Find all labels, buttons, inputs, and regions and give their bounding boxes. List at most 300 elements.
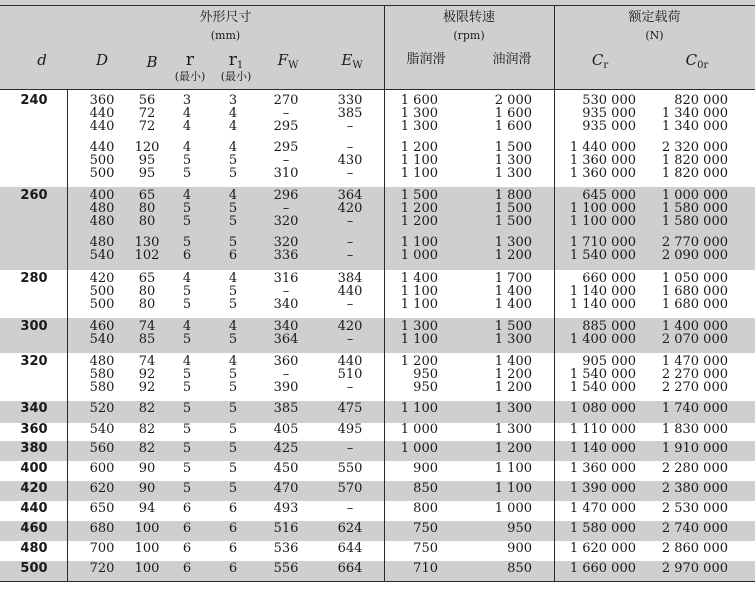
cell-cr: 935 000	[582, 106, 636, 121]
cell-r1: 5	[228, 297, 238, 312]
cell-d: 500	[89, 297, 115, 312]
cell-d: 500	[89, 166, 115, 181]
cell-r1: 5	[228, 153, 238, 168]
cell-r: 4	[182, 106, 192, 121]
cell-r1: 5	[228, 481, 238, 496]
cell-d: 360	[20, 422, 48, 437]
cell-c0r: 2 090 000	[661, 248, 728, 263]
cell-cr: 1 140 000	[569, 297, 636, 312]
header-group-load-unit: (N)	[645, 29, 664, 42]
cell-b: 95	[138, 153, 156, 168]
cell-fw: 405	[273, 422, 299, 437]
cell-r: 4	[182, 140, 192, 155]
cell-c0r: 1 910 000	[661, 441, 728, 456]
header-col-Fw-label: F	[277, 51, 289, 69]
cell-c0r: 1 000 000	[661, 188, 728, 203]
header-col-D: D	[95, 51, 109, 69]
cell-c0r: 2 280 000	[661, 461, 728, 476]
cell-fw: 320	[273, 235, 299, 250]
cell-r1: 5	[228, 401, 238, 416]
cell-oil: 2 000	[494, 93, 532, 108]
cell-cr: 660 000	[582, 271, 636, 286]
cell-c0r: 1 470 000	[661, 354, 728, 369]
cell-fw: –	[282, 153, 290, 168]
cell-fw: 493	[273, 501, 299, 516]
cell-r1: 4	[228, 319, 238, 334]
col-divider-dims	[384, 5, 385, 581]
cell-d: 540	[89, 422, 115, 437]
cell-b: 85	[138, 332, 156, 347]
cell-b: 74	[138, 319, 156, 334]
cell-cr: 1 540 000	[569, 248, 636, 263]
cell-c0r: 2 270 000	[661, 380, 728, 395]
cell-c0r: 1 680 000	[661, 284, 728, 299]
cell-fw: 295	[273, 119, 299, 134]
cell-r1: 6	[228, 501, 238, 516]
cell-c0r: 1 740 000	[661, 401, 728, 416]
cell-r1: 6	[228, 521, 238, 536]
cell-oil: 1 500	[494, 140, 532, 155]
cell-fw: –	[282, 367, 290, 382]
cell-oil: 1 300	[494, 235, 532, 250]
cell-cr: 645 000	[582, 188, 636, 203]
cell-ew: –	[346, 214, 354, 229]
header-col-C0r	[672, 53, 722, 73]
cell-grease: 1 500	[400, 188, 438, 203]
cell-b: 82	[138, 422, 156, 437]
cell-ew: 644	[337, 541, 363, 556]
cell-c0r: 1 580 000	[661, 214, 728, 229]
cell-b: 80	[138, 297, 156, 312]
cell-grease: 1 100	[400, 401, 438, 416]
header-rule	[0, 89, 755, 90]
cell-r1: 6	[228, 248, 238, 263]
cell-fw: –	[282, 106, 290, 121]
cell-b: 102	[134, 248, 160, 263]
cell-ew: –	[346, 235, 354, 250]
cell-d: 540	[89, 332, 115, 347]
cell-grease: 1 000	[400, 248, 438, 263]
cell-r: 5	[182, 297, 192, 312]
cell-cr: 1 540 000	[569, 380, 636, 395]
cell-grease: 950	[413, 380, 438, 395]
cell-ew: –	[346, 140, 354, 155]
cell-ew: –	[346, 297, 354, 312]
cell-cr: 1 400 000	[569, 332, 636, 347]
cell-d: 400	[89, 188, 115, 203]
cell-r1: 4	[228, 119, 238, 134]
cell-c0r: 2 530 000	[661, 501, 728, 516]
cell-ew: 570	[337, 481, 363, 496]
cell-r: 6	[182, 501, 192, 516]
cell-ew: –	[346, 248, 354, 263]
cell-b: 95	[138, 166, 156, 181]
cell-cr: 1 080 000	[569, 401, 636, 416]
header-col-C0r-label: C	[685, 51, 698, 69]
cell-fw: 390	[273, 380, 299, 395]
cell-c0r: 2 070 000	[661, 332, 728, 347]
cell-d: 260	[20, 188, 48, 203]
cell-b: 82	[138, 441, 156, 456]
cell-ew: 440	[337, 284, 363, 299]
cell-ew: 364	[337, 188, 363, 203]
cell-r: 6	[182, 248, 192, 263]
header-col-oil: 油润滑	[492, 52, 532, 67]
cell-oil: 1 500	[494, 201, 532, 216]
header-col-r1-label: r	[228, 50, 237, 70]
cell-r1: 6	[228, 561, 238, 576]
cell-b: 74	[138, 354, 156, 369]
cell-fw: 360	[273, 354, 299, 369]
cell-r: 4	[182, 119, 192, 134]
cell-b: 90	[138, 461, 156, 476]
cell-b: 56	[138, 93, 156, 108]
cell-oil: 1 300	[494, 166, 532, 181]
cell-c0r: 2 270 000	[661, 367, 728, 382]
header-col-B: B	[146, 53, 158, 71]
cell-r: 5	[182, 201, 192, 216]
cell-d: 500	[89, 284, 115, 299]
cell-fw: –	[282, 284, 290, 299]
cell-grease: 1 100	[400, 297, 438, 312]
cell-r1: 6	[228, 541, 238, 556]
cell-ew: 664	[337, 561, 363, 576]
cell-oil: 1 600	[494, 119, 532, 134]
cell-r1: 4	[228, 140, 238, 155]
header-col-r1-note: (最小)	[220, 70, 252, 83]
cell-ew: 624	[337, 521, 363, 536]
cell-grease: 1 300	[400, 106, 438, 121]
cell-r1: 5	[228, 422, 238, 437]
cell-ew: 420	[337, 201, 363, 216]
cell-ew: –	[346, 332, 354, 347]
cell-r1: 5	[228, 461, 238, 476]
cell-d: 600	[89, 461, 115, 476]
cell-r: 5	[182, 401, 192, 416]
cell-r: 4	[182, 188, 192, 203]
cell-b: 94	[138, 501, 156, 516]
cell-fw: 340	[273, 297, 299, 312]
cell-c0r: 2 970 000	[661, 561, 728, 576]
cell-r: 5	[182, 422, 192, 437]
cell-ew: –	[346, 380, 354, 395]
cell-cr: 1 360 000	[569, 166, 636, 181]
header-col-C0r-sub: 0r	[697, 60, 709, 71]
header-group-speed: 极限转速	[442, 10, 495, 25]
cell-c0r: 1 820 000	[661, 153, 728, 168]
cell-r1: 5	[228, 201, 238, 216]
cell-ew: 420	[337, 319, 363, 334]
header-col-grease: 脂润滑	[406, 52, 446, 67]
cell-r1: 5	[228, 367, 238, 382]
header-col-Cr-label: C	[591, 51, 604, 69]
header-col-Fw	[266, 53, 310, 73]
cell-ew: –	[346, 119, 354, 134]
cell-cr: 885 000	[582, 319, 636, 334]
cell-fw: 340	[273, 319, 299, 334]
header-col-r1-sub: 1	[236, 60, 244, 71]
cell-oil: 1 400	[494, 297, 532, 312]
cell-grease: 1 100	[400, 332, 438, 347]
cell-r: 5	[182, 332, 192, 347]
header-col-Ew	[330, 53, 374, 73]
cell-d: 540	[89, 248, 115, 263]
cell-ew: –	[346, 166, 354, 181]
header-group-dims-unit: (mm)	[210, 29, 241, 42]
cell-cr: 1 140 000	[569, 284, 636, 299]
cell-b: 120	[134, 140, 160, 155]
cell-d: 340	[20, 401, 48, 416]
cell-r: 5	[182, 214, 192, 229]
cell-grease: 750	[413, 541, 438, 556]
cell-d: 480	[89, 214, 115, 229]
cell-grease: 1 400	[400, 271, 438, 286]
cell-grease: 1 100	[400, 284, 438, 299]
cell-r1: 4	[228, 188, 238, 203]
cell-b: 80	[138, 214, 156, 229]
cell-c0r: 1 050 000	[661, 271, 728, 286]
cell-ew: 510	[337, 367, 363, 382]
cell-b: 72	[138, 106, 156, 121]
cell-c0r: 1 580 000	[661, 201, 728, 216]
cell-b: 100	[134, 541, 160, 556]
cell-b: 65	[138, 188, 156, 203]
cell-r: 4	[182, 271, 192, 286]
cell-oil: 1 700	[494, 271, 532, 286]
cell-d: 440	[89, 106, 115, 121]
cell-oil: 1 000	[494, 501, 532, 516]
cell-r: 5	[182, 481, 192, 496]
cell-oil: 1 500	[494, 214, 532, 229]
cell-cr: 1 390 000	[569, 481, 636, 496]
cell-grease: 1 600	[400, 93, 438, 108]
cell-c0r: 1 400 000	[661, 319, 728, 334]
top-rule	[0, 5, 755, 6]
cell-grease: 1 300	[400, 319, 438, 334]
cell-fw: 310	[273, 166, 299, 181]
cell-oil: 1 600	[494, 106, 532, 121]
cell-grease: 950	[413, 367, 438, 382]
cell-d: 380	[20, 441, 48, 456]
cell-r: 5	[182, 153, 192, 168]
cell-b: 130	[134, 235, 160, 250]
bottom-rule	[0, 581, 755, 582]
cell-r: 5	[182, 441, 192, 456]
cell-d: 560	[89, 441, 115, 456]
cell-oil: 1 200	[494, 367, 532, 382]
cell-c0r: 2 320 000	[661, 140, 728, 155]
cell-r: 5	[182, 367, 192, 382]
header-col-Ew-sub: W	[352, 60, 363, 71]
cell-d: 440	[89, 140, 115, 155]
col-divider-d	[67, 89, 68, 581]
cell-ew: 330	[337, 93, 363, 108]
cell-oil: 1 300	[494, 422, 532, 437]
cell-cr: 1 660 000	[569, 561, 636, 576]
cell-c0r: 2 860 000	[661, 541, 728, 556]
cell-fw: 516	[273, 521, 299, 536]
cell-b: 65	[138, 271, 156, 286]
cell-grease: 750	[413, 521, 438, 536]
cell-cr: 905 000	[582, 354, 636, 369]
cell-grease: 1 200	[400, 140, 438, 155]
cell-c0r: 2 770 000	[661, 235, 728, 250]
cell-oil: 1 400	[494, 284, 532, 299]
cell-d: 700	[89, 541, 115, 556]
cell-c0r: 820 000	[674, 93, 728, 108]
cell-oil: 1 200	[494, 380, 532, 395]
cell-ew: –	[346, 501, 354, 516]
cell-grease: 1 300	[400, 119, 438, 134]
cell-ew: 475	[337, 401, 363, 416]
cell-d: 500	[20, 561, 48, 576]
cell-r: 4	[182, 319, 192, 334]
cell-d: 520	[89, 401, 115, 416]
cell-b: 80	[138, 284, 156, 299]
header-col-Cr-sub: r	[603, 60, 609, 71]
cell-cr: 1 470 000	[569, 501, 636, 516]
cell-d: 480	[89, 201, 115, 216]
cell-c0r: 1 680 000	[661, 297, 728, 312]
cell-grease: 800	[413, 501, 438, 516]
cell-d: 480	[89, 235, 115, 250]
cell-ew: 430	[337, 153, 363, 168]
cell-grease: 1 200	[400, 214, 438, 229]
cell-oil: 1 400	[494, 354, 532, 369]
cell-oil: 950	[507, 521, 532, 536]
cell-cr: 1 620 000	[569, 541, 636, 556]
cell-oil: 1 500	[494, 319, 532, 334]
header-group-speed-unit: (rpm)	[453, 29, 485, 42]
cell-fw: 425	[273, 441, 299, 456]
cell-grease: 1 200	[400, 354, 438, 369]
cell-oil: 1 300	[494, 332, 532, 347]
cell-r: 5	[182, 166, 192, 181]
header-col-r-note: (最小)	[174, 70, 206, 83]
cell-r1: 4	[228, 354, 238, 369]
cell-fw: 270	[273, 93, 299, 108]
cell-cr: 1 360 000	[569, 153, 636, 168]
cell-fw: 320	[273, 214, 299, 229]
cell-cr: 1 140 000	[569, 441, 636, 456]
cell-fw: –	[282, 201, 290, 216]
cell-fw: 556	[273, 561, 299, 576]
cell-ew: 384	[337, 271, 363, 286]
cell-ew: 495	[337, 422, 363, 437]
cell-grease: 850	[413, 481, 438, 496]
cell-d: 280	[20, 271, 48, 286]
header-group-dims: 外形尺寸	[199, 10, 252, 25]
cell-r1: 5	[228, 214, 238, 229]
cell-ew: –	[346, 441, 354, 456]
cell-r: 6	[182, 541, 192, 556]
header-col-Cr	[575, 53, 625, 73]
cell-cr: 1 360 000	[569, 461, 636, 476]
cell-d: 580	[89, 367, 115, 382]
cell-cr: 935 000	[582, 119, 636, 134]
cell-fw: 364	[273, 332, 299, 347]
cell-d: 420	[20, 481, 48, 496]
cell-ew: 550	[337, 461, 363, 476]
cell-b: 90	[138, 481, 156, 496]
cell-oil: 1 300	[494, 401, 532, 416]
cell-r: 5	[182, 380, 192, 395]
cell-grease: 1 100	[400, 166, 438, 181]
cell-d: 460	[20, 521, 48, 536]
cell-d: 460	[89, 319, 115, 334]
cell-oil: 1 200	[494, 248, 532, 263]
cell-r1: 5	[228, 166, 238, 181]
cell-b: 92	[138, 380, 156, 395]
cell-fw: 295	[273, 140, 299, 155]
header-col-Ew-label: E	[341, 51, 353, 69]
cell-oil: 1 100	[494, 461, 532, 476]
cell-grease: 900	[413, 461, 438, 476]
cell-r: 5	[182, 461, 192, 476]
cell-cr: 1 710 000	[569, 235, 636, 250]
cell-cr: 1 540 000	[569, 367, 636, 382]
cell-oil: 1 300	[494, 153, 532, 168]
cell-oil: 850	[507, 561, 532, 576]
cell-cr: 1 100 000	[569, 214, 636, 229]
header-col-d: d	[37, 51, 47, 69]
cell-d: 400	[20, 461, 48, 476]
cell-oil: 900	[507, 541, 532, 556]
cell-b: 100	[134, 561, 160, 576]
cell-grease: 1 000	[400, 441, 438, 456]
cell-d: 420	[89, 271, 115, 286]
cell-c0r: 1 830 000	[661, 422, 728, 437]
cell-fw: 450	[273, 461, 299, 476]
cell-grease: 1 000	[400, 422, 438, 437]
cell-c0r: 1 820 000	[661, 166, 728, 181]
cell-r: 6	[182, 521, 192, 536]
cell-d: 650	[89, 501, 115, 516]
cell-r1: 5	[228, 380, 238, 395]
cell-b: 72	[138, 119, 156, 134]
cell-b: 92	[138, 367, 156, 382]
cell-b: 100	[134, 521, 160, 536]
col-divider-speed	[554, 5, 555, 581]
cell-grease: 710	[413, 561, 438, 576]
cell-r: 5	[182, 284, 192, 299]
cell-fw: 385	[273, 401, 299, 416]
cell-d: 480	[20, 541, 48, 556]
cell-fw: 316	[273, 271, 299, 286]
cell-r1: 3	[228, 93, 238, 108]
cell-grease: 1 100	[400, 153, 438, 168]
cell-cr: 1 440 000	[569, 140, 636, 155]
header-col-r: r	[185, 50, 195, 70]
cell-r1: 5	[228, 441, 238, 456]
cell-cr: 530 000	[582, 93, 636, 108]
cell-d: 300	[20, 319, 48, 334]
cell-r1: 4	[228, 106, 238, 121]
cell-r: 3	[182, 93, 192, 108]
cell-cr: 1 110 000	[569, 422, 636, 437]
cell-cr: 1 580 000	[569, 521, 636, 536]
cell-fw: 536	[273, 541, 299, 556]
cell-grease: 1 100	[400, 235, 438, 250]
cell-d: 440	[20, 501, 48, 516]
cell-r1: 5	[228, 332, 238, 347]
cell-d: 440	[89, 119, 115, 134]
cell-oil: 1 100	[494, 481, 532, 496]
header-group-load: 额定载荷	[628, 10, 681, 25]
cell-b: 82	[138, 401, 156, 416]
cell-fw: 336	[273, 248, 299, 263]
header-col-Fw-sub: W	[288, 60, 299, 71]
